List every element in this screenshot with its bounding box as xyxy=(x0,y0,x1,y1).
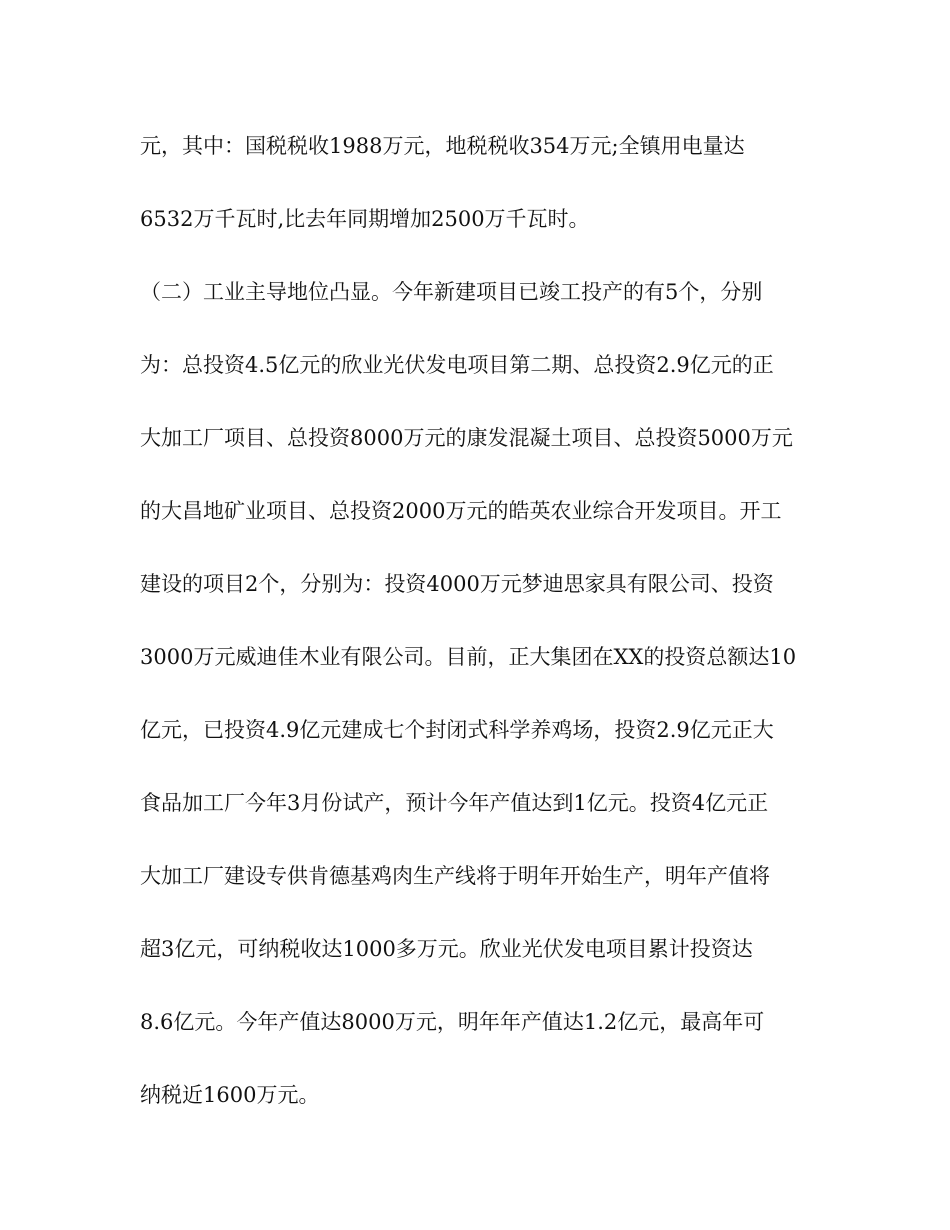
text-line: 大加工厂项目、总投资8000万元的康发混凝土项目、总投资5000万元 xyxy=(140,426,793,450)
text-line: 建设的项目2个，分别为：投资4000万元梦迪思家具有限公司、投资 xyxy=(140,572,774,596)
text-line: 的大昌地矿业项目、总投资2000万元的皓英农业综合开发项目。开工 xyxy=(140,499,782,523)
text-line: 食品加工厂今年3月份试产，预计今年产值达到1亿元。投资4亿元正 xyxy=(140,791,769,815)
text-line: （二）工业主导地位凸显。今年新建项目已竣工投产的有5个，分别 xyxy=(140,280,763,304)
text-line: 3000万元威迪佳木业有限公司。目前，正大集团在XX的投资总额达10 xyxy=(140,645,797,669)
text-line: 6532万千瓦时,比去年同期增加2500万千瓦时。 xyxy=(140,207,590,231)
text-line: 大加工厂建设专供肯德基鸡肉生产线将于明年开始生产，明年产值将 xyxy=(140,864,770,888)
body-text xyxy=(140,110,815,1132)
text-line: 8.6亿元。今年产值达8000万元，明年年产值达1.2亿元，最高年可 xyxy=(140,1010,765,1034)
text-line: 纳税近1600万元。 xyxy=(140,1083,320,1107)
text-line: 元，其中：国税税收1988万元，地税税收354万元;全镇用电量达 xyxy=(140,134,745,158)
text-line: 为：总投资4.5亿元的欣业光伏发电项目第二期、总投资2.9亿元的正 xyxy=(140,353,774,377)
text-line: 亿元，已投资4.9亿元建成七个封闭式科学养鸡场，投资2.9亿元正大 xyxy=(140,718,774,742)
text-line: 超3亿元，可纳税收达1000多万元。欣业光伏发电项目累计投资达 xyxy=(140,937,753,961)
